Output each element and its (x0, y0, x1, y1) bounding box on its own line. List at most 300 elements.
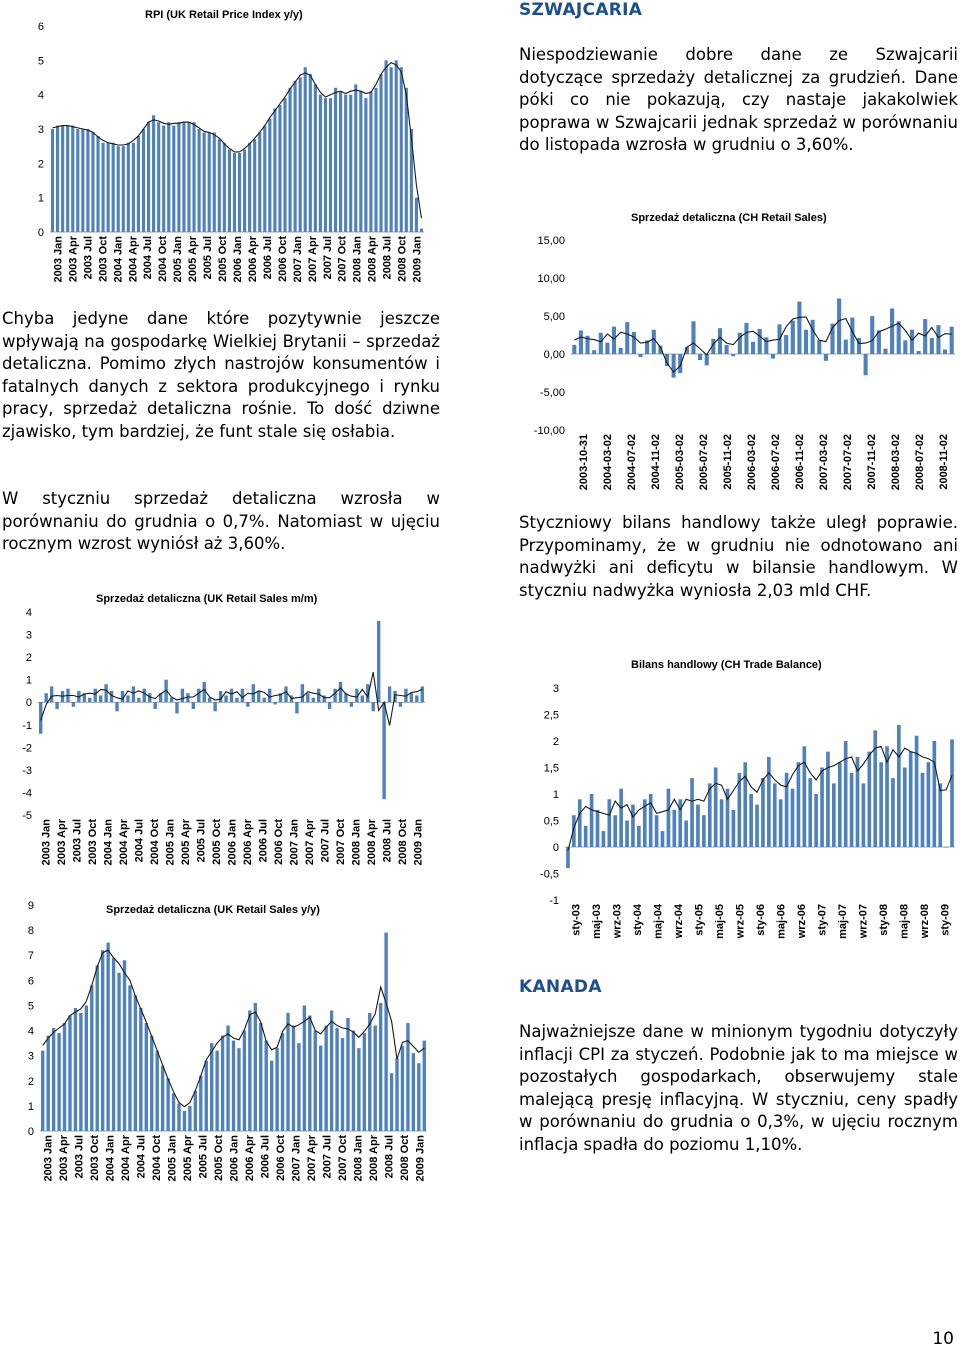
y-tick-label: 6 (27, 975, 34, 988)
chart-bar (864, 354, 868, 375)
chart-bar (364, 98, 367, 232)
chart-bar (219, 691, 222, 702)
chart-bar (388, 686, 391, 702)
x-tick-label: 2009 Jan (411, 236, 424, 283)
page-number: 10 (932, 1329, 954, 1349)
y-tick-label: 0,5 (543, 815, 559, 828)
chart-bar (758, 329, 762, 354)
chart-bar (672, 810, 676, 847)
chart-bar (297, 1043, 300, 1131)
chart-bar (410, 693, 413, 702)
chart-bar (649, 794, 653, 847)
y-tick-label: 2 (25, 652, 32, 665)
chart-bar (314, 1031, 317, 1131)
chart-bar (309, 74, 312, 232)
chart-bar (791, 321, 795, 354)
chart-bar (259, 1023, 262, 1131)
chart-bar (691, 321, 695, 354)
x-tick-label: 2008 Jul (381, 819, 394, 863)
chart-bar (72, 702, 75, 707)
x-tick-label: 2008 Oct (396, 819, 409, 865)
chart-bar (838, 762, 842, 847)
chart-ch-trade-balance (521, 642, 958, 942)
chart-bar (915, 736, 919, 847)
chart-bar (395, 60, 398, 232)
chart-bar (613, 815, 617, 847)
chart-uk-retail-yy-svg (0, 893, 432, 1185)
chart-bar (88, 698, 91, 703)
y-tick-label: 3 (552, 683, 559, 695)
chart-bar (177, 122, 180, 232)
chart-bar (177, 1103, 180, 1131)
chart-bar (265, 1041, 268, 1131)
chart-bar (903, 340, 907, 354)
chart-bar (90, 985, 93, 1131)
chart-bar (188, 1106, 191, 1131)
x-tick-label: 2004 Jan (104, 1135, 117, 1182)
x-tick-label: 2008-11-02 (938, 434, 950, 490)
chart-bar (156, 1051, 159, 1131)
chart-bar (142, 129, 145, 232)
chart-bar (263, 126, 266, 232)
x-tick-label: 2004-07-02 (626, 434, 638, 491)
chart-bar (224, 695, 227, 702)
chart-uk-retail-mm (0, 580, 430, 880)
chart-bar (811, 320, 815, 354)
chart-bar (137, 698, 140, 703)
chart-bar (374, 1026, 377, 1131)
chart-bar (897, 725, 901, 847)
chart-bar (232, 1041, 235, 1131)
y-tick-label: 1 (25, 674, 32, 687)
chart-bar (286, 1013, 289, 1131)
chart-bar (273, 108, 276, 232)
chart-bar (237, 1048, 240, 1131)
chart-bar (698, 354, 702, 360)
chart-bar (308, 1015, 311, 1131)
chart-bar (596, 810, 600, 847)
chart-bar (731, 354, 735, 356)
x-tick-label: 2007 Jul (321, 236, 334, 280)
y-tick-label: 0 (552, 842, 559, 854)
chart-bar (182, 122, 185, 232)
chart-bar (943, 349, 947, 354)
chart-bar (139, 1008, 142, 1131)
x-tick-label: 2003 Jan (42, 1135, 55, 1182)
x-tick-label: 2005 Apr (187, 236, 200, 283)
chart-bar (96, 965, 99, 1131)
chart-bar (194, 1091, 197, 1131)
chart-bar (213, 702, 216, 711)
chart-bar (824, 354, 828, 361)
chart-bar (52, 1028, 55, 1131)
x-tick-label: 2003 Oct (89, 1135, 102, 1181)
chart-bar (50, 686, 53, 702)
chart-bar (339, 682, 342, 702)
x-tick-label: 2006-07-02 (770, 434, 782, 491)
y-tick-label: -5,00 (539, 387, 565, 399)
chart-bar (203, 132, 206, 232)
y-tick-label: 3 (25, 629, 32, 642)
y-tick-label: 0,00 (543, 349, 565, 361)
x-tick-label: 2007 Apr (305, 1135, 318, 1182)
chart-bar (579, 330, 583, 354)
y-tick-label: 1 (552, 789, 559, 801)
heading-kanada: KANADA (519, 977, 602, 997)
x-tick-label: 2007 Oct (336, 1135, 349, 1181)
y-tick-label: 1,5 (543, 762, 559, 775)
chart-bar (625, 322, 629, 354)
chart-bar (203, 682, 206, 702)
y-tick-label: -5 (22, 810, 32, 822)
x-tick-label: 2005 Apr (180, 819, 193, 866)
chart-bar (248, 143, 251, 232)
chart-bar (68, 1015, 71, 1131)
chart-bar (761, 778, 765, 847)
chart-bar (944, 847, 948, 848)
x-tick-label: 2005 Oct (211, 819, 223, 865)
chart-bar (950, 327, 954, 354)
x-tick-label: 2005-03-02 (674, 434, 686, 491)
x-tick-label: 2006 Jan (232, 236, 244, 283)
chart-bar (797, 762, 801, 847)
x-tick-label: wrz-04 (672, 904, 685, 939)
x-tick-label: wrz-03 (611, 904, 624, 939)
chart-bar (751, 342, 755, 354)
x-tick-label: 2007 Jul (321, 1135, 334, 1179)
chart-bar (254, 1003, 257, 1131)
chart-bar (718, 328, 722, 354)
y-tick-label: 5 (27, 1000, 34, 1013)
chart-bar (110, 691, 113, 702)
x-tick-label: sty-04 (631, 904, 644, 936)
chart-bar (172, 126, 175, 232)
chart-bar (385, 60, 388, 232)
x-tick-label: 2007 Oct (334, 819, 347, 865)
x-tick-label: 2004 Apr (120, 1135, 133, 1182)
chart-bar (767, 757, 771, 847)
x-tick-label: 2006 Oct (276, 236, 289, 282)
x-tick-label: 2008 Oct (398, 1135, 411, 1181)
chart-bar (732, 810, 736, 847)
y-tick-label: -1 (549, 895, 559, 907)
chart-bar (263, 698, 266, 703)
x-tick-label: sty-08 (878, 904, 891, 936)
chart-bar (303, 1005, 306, 1131)
x-tick-label: 2005-11-02 (722, 434, 734, 490)
chart-bar (102, 143, 105, 232)
chart-bar (584, 826, 588, 847)
x-tick-label: 2007 Oct (336, 236, 349, 282)
chart-uk-retail-yy (0, 893, 432, 1185)
x-tick-label: 2004-03-02 (602, 434, 614, 491)
chart-bar (705, 354, 709, 365)
chart-bar (684, 821, 688, 848)
chart-bar (784, 335, 788, 354)
chart-bar (415, 695, 418, 702)
chart-bar (672, 354, 676, 378)
x-tick-label: 2003 Oct (97, 236, 110, 282)
chart-bar (399, 702, 402, 707)
x-tick-label: 2005 Oct (213, 1135, 225, 1181)
chart-bar (607, 799, 611, 847)
chart-title: Sprzedaż detaliczna (CH Retail Sales) (631, 212, 827, 224)
chart-bar (289, 88, 292, 232)
x-tick-label: 2003 Jan (40, 819, 53, 866)
x-tick-label: 2004 Jul (142, 236, 155, 280)
chart-bar (223, 143, 226, 232)
chart-bar (412, 1053, 415, 1131)
chart-bar (361, 695, 364, 702)
chart-bar (678, 354, 682, 373)
chart-bar (814, 794, 818, 847)
chart-bar (417, 1063, 420, 1131)
chart-bar (377, 621, 380, 702)
chart-bar (238, 153, 241, 232)
chart-bar (112, 958, 115, 1131)
chart-bar (270, 1061, 273, 1131)
chart-bar (605, 343, 609, 354)
x-tick-label: 2004 Jan (112, 236, 125, 283)
y-tick-label: 0 (27, 1126, 34, 1138)
x-tick-label: 2003 Oct (87, 819, 100, 865)
chart-bar (330, 1010, 333, 1131)
x-tick-label: 2003 Jul (82, 236, 95, 280)
x-tick-label: 2004 Apr (118, 819, 131, 866)
chart-bar (599, 333, 603, 354)
chart-bar (637, 826, 641, 847)
chart-bar (74, 1008, 77, 1131)
chart-title: Sprzedaż detaliczna (UK Retail Sales m/m) (96, 593, 318, 605)
chart-bar (226, 1026, 229, 1131)
chart-bar (197, 689, 200, 703)
x-tick-label: 2006 Apr (247, 236, 259, 283)
chart-bar (243, 1031, 246, 1131)
x-tick-label: 2008 Jan (351, 236, 364, 283)
x-tick-label: 2004 Jul (135, 1135, 148, 1179)
x-tick-label: 2003 Jan (52, 236, 65, 283)
x-tick-label: 2007 Apr (306, 236, 319, 283)
chart-bar (619, 348, 623, 354)
x-tick-label: 2008 Apr (365, 819, 378, 866)
chart-bar (612, 327, 616, 354)
chart-bar (421, 686, 424, 702)
chart-bar (51, 129, 54, 232)
chart-bar (230, 689, 233, 703)
x-tick-label: 2007 Jan (291, 236, 304, 283)
chart-bar (826, 752, 830, 847)
chart-bar (602, 831, 606, 847)
chart-bar (319, 1046, 322, 1131)
chart-bar (157, 122, 160, 232)
x-tick-label: 2003 Apr (56, 819, 69, 866)
chart-bar (126, 695, 129, 702)
chart-bar (99, 695, 102, 702)
chart-bar (837, 299, 841, 354)
x-tick-label: 2006 Oct (274, 1135, 287, 1181)
chart-bar (145, 1023, 148, 1131)
chart-bar (166, 1078, 169, 1131)
chart-bar (248, 1010, 251, 1131)
x-tick-label: wrz-05 (734, 904, 747, 939)
chart-bar (112, 143, 115, 232)
chart-bar (198, 129, 201, 232)
chart-bar (832, 783, 836, 847)
chart-bar (883, 349, 887, 354)
chart-bar (117, 146, 120, 232)
x-tick-label: 2007 Jul (319, 819, 332, 863)
x-tick-label: 2007-03-02 (818, 434, 830, 491)
chart-bar (275, 1048, 278, 1131)
chart-bar (253, 139, 256, 232)
chart-bar (590, 794, 594, 847)
chart-bar (791, 789, 795, 847)
chart-bar (390, 67, 393, 232)
chart-bar (96, 136, 99, 232)
x-tick-label: 2006 Jan (228, 1135, 241, 1182)
chart-bar (324, 98, 327, 232)
chart-bar (903, 768, 907, 848)
chart-bar (817, 340, 821, 354)
chart-bar (702, 815, 706, 847)
x-tick-label: 2006 Jul (259, 1135, 272, 1179)
chart-ch-retail (521, 202, 958, 495)
chart-bar (199, 1076, 202, 1131)
chart-bar (369, 91, 372, 232)
chart-bar (932, 741, 936, 847)
chart-bar (844, 340, 848, 354)
chart-bar (936, 325, 940, 354)
chart-bar (927, 762, 931, 847)
chart-bar (379, 74, 382, 232)
chart-bar (820, 768, 824, 848)
x-tick-label: maj-04 (652, 904, 665, 939)
chart-bar (667, 789, 671, 847)
x-tick-label: sty-03 (570, 904, 583, 936)
chart-bar (696, 805, 700, 847)
x-tick-label: wrz-07 (857, 904, 870, 939)
chart-bar (909, 752, 913, 847)
chart-uk-rpi-svg (0, 0, 430, 295)
x-tick-label: 2005 Oct (217, 236, 229, 282)
chart-bar (631, 805, 635, 847)
chart-bar (210, 1043, 213, 1131)
chart-bar (349, 95, 352, 232)
chart-bar (341, 1038, 344, 1131)
y-tick-label: 4 (25, 607, 32, 619)
x-tick-label: 2006 Oct (272, 819, 285, 865)
chart-bar (619, 789, 623, 847)
chart-bar (301, 684, 304, 702)
chart-bar (41, 1051, 44, 1131)
x-tick-label: 2004 Oct (149, 819, 162, 865)
x-tick-label: sty-05 (693, 904, 706, 936)
x-tick-label: 2006 Jul (261, 236, 274, 280)
x-tick-label: maj-05 (713, 904, 726, 939)
chart-bar (938, 783, 942, 847)
chart-bar (283, 98, 286, 232)
y-tick-label: 5,00 (543, 311, 565, 323)
y-tick-label: -3 (22, 764, 32, 777)
chart-bar (273, 702, 276, 704)
chart-bar (150, 1036, 153, 1131)
chart-bar (346, 1018, 349, 1131)
x-tick-label: 2007 Apr (303, 819, 316, 866)
chart-bar (175, 702, 178, 713)
chart-ch-trade-balance-svg (521, 642, 958, 942)
chart-bar (652, 330, 656, 354)
chart-bar (382, 702, 385, 799)
chart-bar (921, 773, 925, 847)
chart-bar (578, 799, 582, 847)
chart-bar (106, 943, 109, 1131)
chart-bar (808, 778, 812, 847)
x-tick-label: 2009 Jan (414, 1135, 427, 1182)
x-tick-label: 2008 Jan (352, 1135, 365, 1182)
paragraph-ch-retail: Niespodziewanie dobre dane ze Szwajcarii dotyczące sprzedaży detalicznej za grudzień. Dane póki co nie pokazują, czy nastaje jakakolwiek poprawa w Szwajcarii jednak sprzedaż w porównaniu do listopada wzrosła w grudniu o 3,60%. (519, 45, 958, 155)
x-tick-label: 2008-03-02 (890, 434, 902, 491)
chart-bar (235, 698, 238, 703)
chart-bar (192, 702, 195, 709)
chart-bar (215, 1051, 218, 1131)
chart-bar (132, 143, 135, 232)
x-tick-label: 2005 Apr (182, 1135, 195, 1182)
x-tick-label: 2005 Jan (166, 1135, 179, 1182)
chart-bar (115, 702, 118, 711)
chart-bar (368, 1013, 371, 1131)
chart-bar (104, 684, 107, 702)
chart-bar (137, 136, 140, 232)
x-tick-label: sty-09 (939, 904, 952, 936)
x-tick-label: 2004 Oct (151, 1135, 164, 1181)
chart-bar (844, 741, 848, 847)
chart-bar (85, 1005, 88, 1131)
x-tick-label: 2005 Jan (172, 236, 185, 283)
x-tick-label: 2008-07-02 (914, 434, 926, 491)
x-tick-label: 2006-11-02 (794, 434, 806, 490)
chart-bar (744, 323, 748, 354)
paragraph-ch-trade: Styczniowy bilans handlowy także uległ poprawie. Przypominamy, że w grudniu nie odnotowano ani nadwyżki ani deficytu w bilansie handlowym. W styczniu nadwyżka wyniosła 2,03 mld CHF. (519, 513, 958, 600)
chart-bar (44, 693, 47, 702)
x-tick-label: 2003 Apr (67, 236, 80, 283)
chart-bar (278, 105, 281, 232)
chart-bar (910, 330, 914, 354)
chart-bar (246, 702, 249, 707)
chart-bar (208, 698, 211, 703)
x-tick-label: 2003 Apr (58, 1135, 71, 1182)
chart-bar (804, 330, 808, 354)
x-tick-label: 2003-10-31 (578, 434, 590, 491)
x-tick-label: 2003 Jul (73, 1135, 86, 1179)
chart-bar (725, 345, 729, 354)
chart-bar (76, 129, 79, 232)
chart-bar (771, 354, 775, 359)
chart-bar (55, 702, 58, 709)
chart-bar (257, 691, 260, 702)
chart-bar (400, 67, 403, 232)
chart-bar (101, 950, 104, 1131)
y-tick-label: 1 (37, 192, 44, 205)
x-tick-label: 2008 Oct (396, 236, 409, 282)
chart-bar (406, 1023, 409, 1131)
chart-bar (708, 783, 712, 847)
x-tick-label: 2008 Jul (383, 1135, 396, 1179)
chart-bar (66, 126, 69, 232)
x-tick-label: 2004 Apr (127, 236, 140, 283)
chart-bar (423, 1041, 426, 1131)
chart-bar (890, 308, 894, 354)
chart-bar (304, 67, 307, 232)
